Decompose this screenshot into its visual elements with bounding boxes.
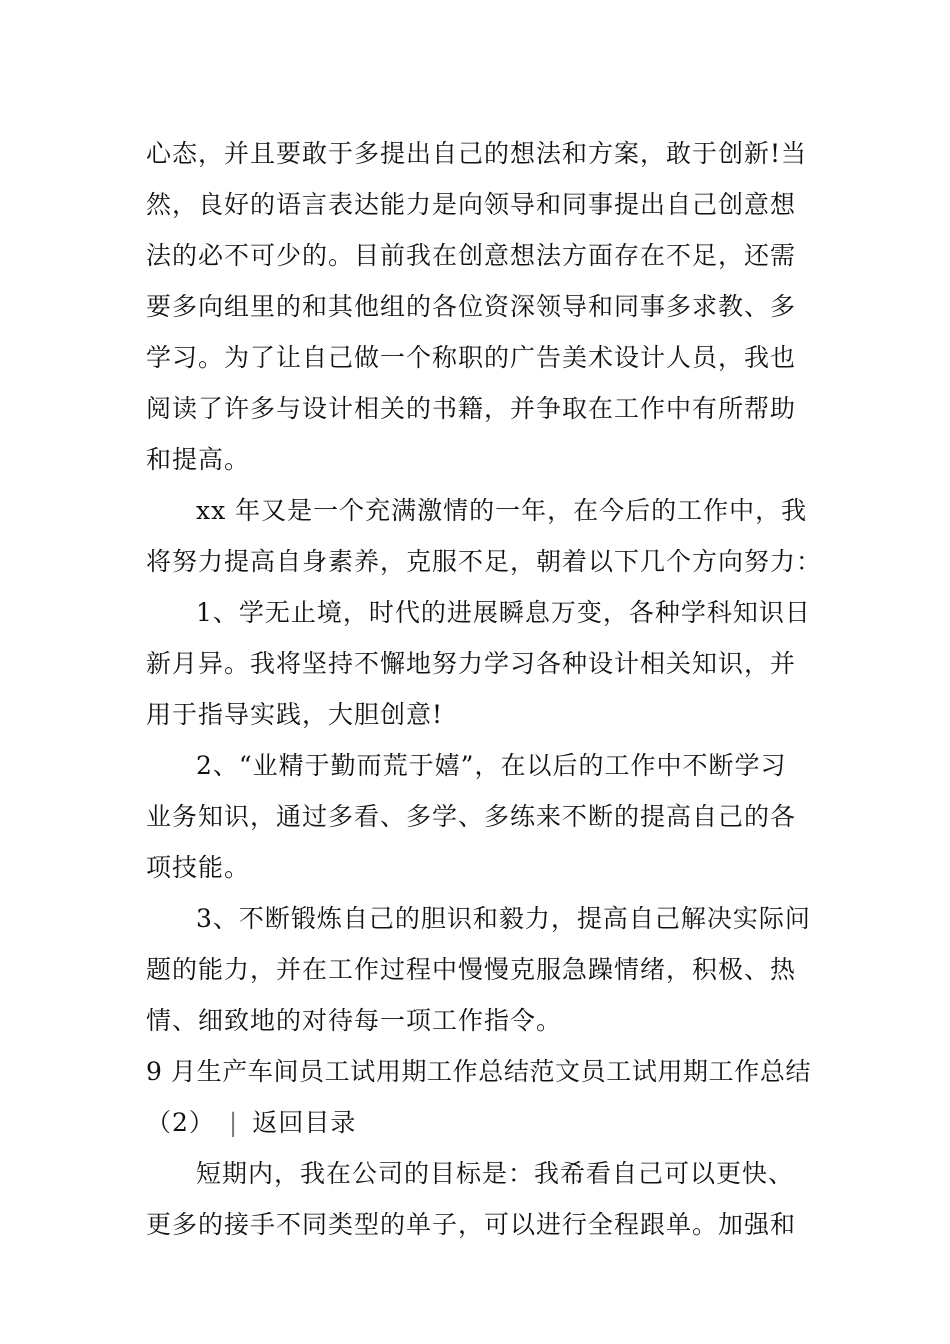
paragraph-line: 阅读了许多与设计相关的书籍，并争取在工作中有所帮助 [146, 394, 797, 423]
paragraph-line: 心态，并且要敢于多提出自己的想法和方案，敢于创新!当 [146, 139, 808, 168]
back-to-contents-link[interactable]: 返回目录 [252, 1108, 357, 1137]
section-heading-continuation [146, 1097, 818, 1148]
paragraph-line: 和提高。 [146, 445, 251, 474]
heading-separator: | [228, 1108, 239, 1137]
list-item-line: 3、不断锻炼自己的胆识和毅力，提高自己解决实际问 [196, 904, 811, 933]
paragraph-line: 短期内，我在公司的目标是：我希看自己可以更快、 [196, 1159, 795, 1188]
list-item-line: 2、“业精于勤而荒于嬉”，在以后的工作中不断学习 [196, 751, 787, 780]
list-item-line: 1、学无止境，时代的进展瞬息万变，各种学科知识日 [196, 598, 811, 627]
paragraph-line: xx 年又是一个充满激情的一年，在今后的工作中，我 [196, 496, 808, 525]
document-body [146, 128, 823, 1250]
paragraph-line: 然，良好的语言表达能力是向领导和同事提出自己创意想 [146, 190, 797, 219]
list-item-line: 业务知识，通过多看、多学、多练来不断的提高自己的各 [146, 802, 797, 831]
section-heading: 9 月生产车间员工试用期工作总结范文员工试用期工作总结 [146, 1057, 812, 1086]
paragraph-line: 学习。为了让自己做一个称职的广告美术设计人员，我也 [146, 343, 797, 372]
list-item-line: 项技能。 [146, 853, 251, 882]
paragraph-line: 更多的接手不同类型的单子，可以进行全程跟单。加强和 [146, 1210, 797, 1239]
list-item-line: 用于指导实践，大胆创意! [146, 700, 444, 729]
paragraph-line: 将努力提高自身素养，克服不足，朝着以下几个方向努力： [146, 547, 823, 576]
section-number: （2） [146, 1108, 215, 1137]
paragraph-line: 要多向组里的和其他组的各位资深领导和同事多求教、多 [146, 292, 797, 321]
list-item-line: 新月异。我将坚持不懈地努力学习各种设计相关知识，并 [146, 649, 797, 678]
list-item-line: 题的能力，并在工作过程中慢慢克服急躁情绪，积极、热 [146, 955, 797, 984]
list-item-line: 情、细致地的对待每一项工作指令。 [146, 1006, 563, 1035]
paragraph-line: 法的必不可少的。目前我在创意想法方面存在不足，还需 [146, 241, 797, 270]
